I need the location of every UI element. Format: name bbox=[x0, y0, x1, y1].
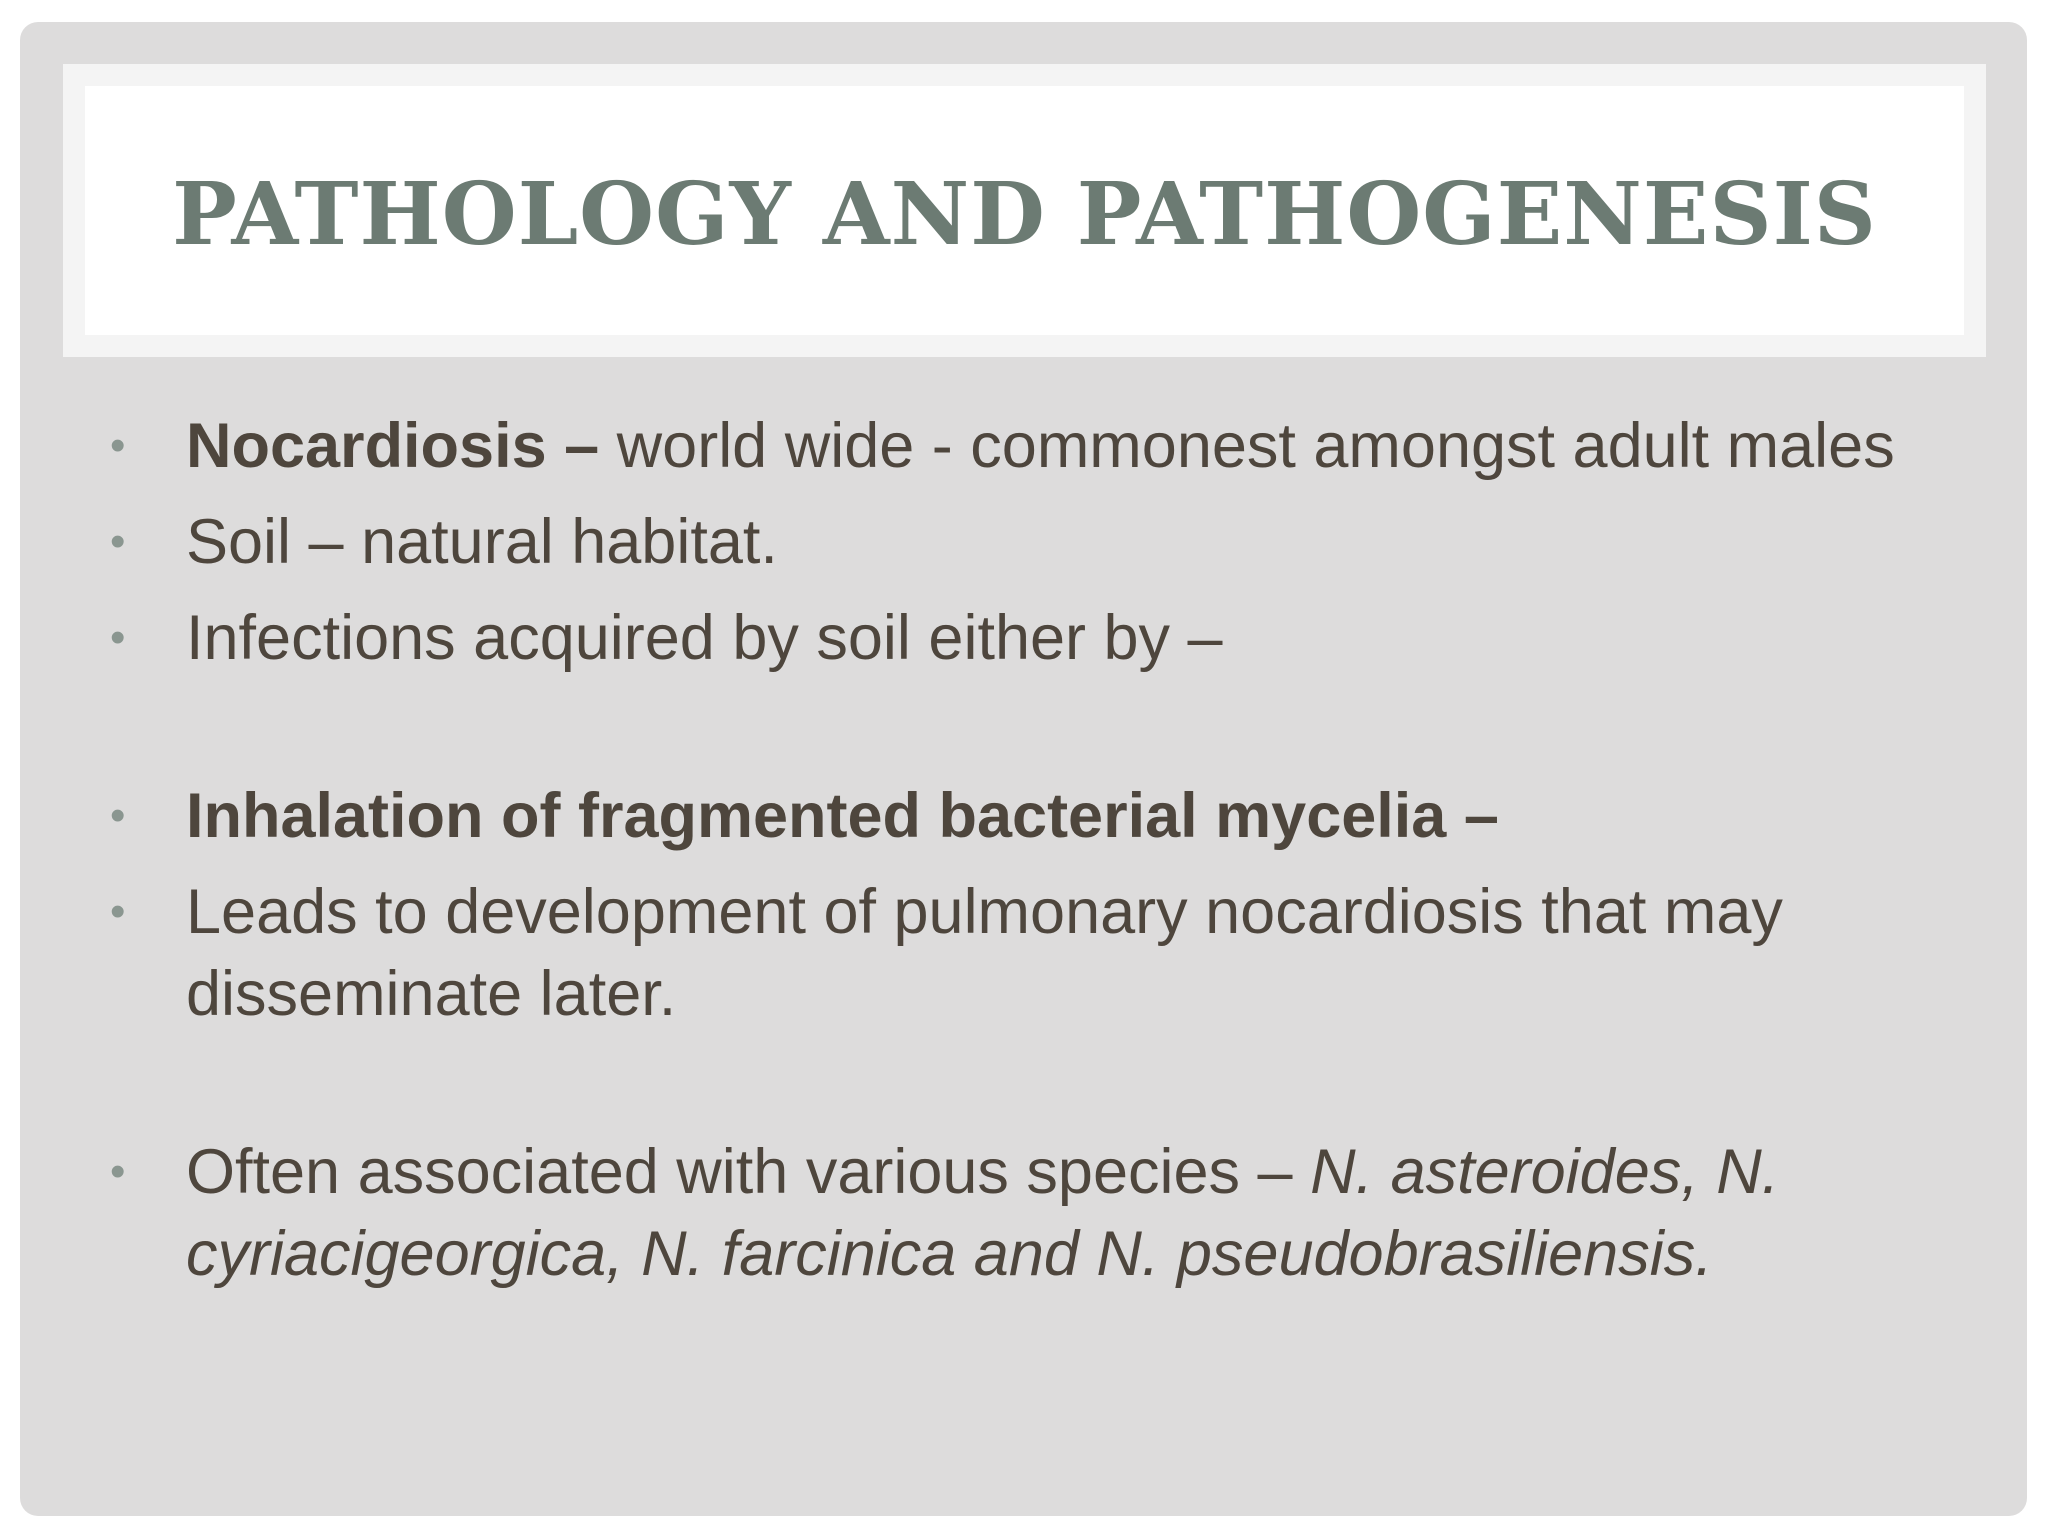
bullet-text: Infections acquired by soil either by – bbox=[186, 603, 1223, 673]
slide-title: PATHOLOGY AND PATHOGENESIS bbox=[172, 164, 1877, 265]
bullet-italic-text: N. asteroides, N. cyriacigeorgica, N. farcinica and N. pseudobrasiliensis. bbox=[186, 1137, 1780, 1289]
bullet-item bbox=[110, 405, 1970, 487]
bullet-dot-icon: • bbox=[110, 517, 126, 566]
bullet-text: world wide - commonest amongst adult males bbox=[599, 411, 1895, 481]
bullet-item bbox=[110, 1131, 1970, 1295]
bullet-dot-icon: • bbox=[110, 791, 126, 840]
bullet-text: Soil – natural habitat. bbox=[186, 507, 778, 577]
bullet-dot-icon: • bbox=[110, 613, 126, 662]
bullet-bold-text: Inhalation of fragmented bacterial mycelia – bbox=[186, 781, 1499, 851]
title-box bbox=[85, 86, 1964, 335]
bullet-item bbox=[110, 501, 1970, 583]
bullet-item bbox=[110, 871, 1970, 1035]
bullet-dot-icon: • bbox=[110, 887, 126, 936]
bullet-list bbox=[110, 405, 1970, 1295]
bullet-dot-icon: • bbox=[110, 421, 126, 470]
bullet-text: Often associated with various species – bbox=[186, 1137, 1311, 1207]
bullet-text: Leads to development of pulmonary nocardiosis that may disseminate later. bbox=[186, 877, 1783, 1029]
bullet-item bbox=[110, 597, 1970, 679]
bullet-item bbox=[110, 775, 1970, 857]
bullet-bold-text: Nocardiosis – bbox=[186, 411, 600, 481]
slide bbox=[20, 22, 2027, 1516]
title-band bbox=[63, 64, 1986, 357]
bullet-dot-icon: • bbox=[110, 1147, 126, 1196]
